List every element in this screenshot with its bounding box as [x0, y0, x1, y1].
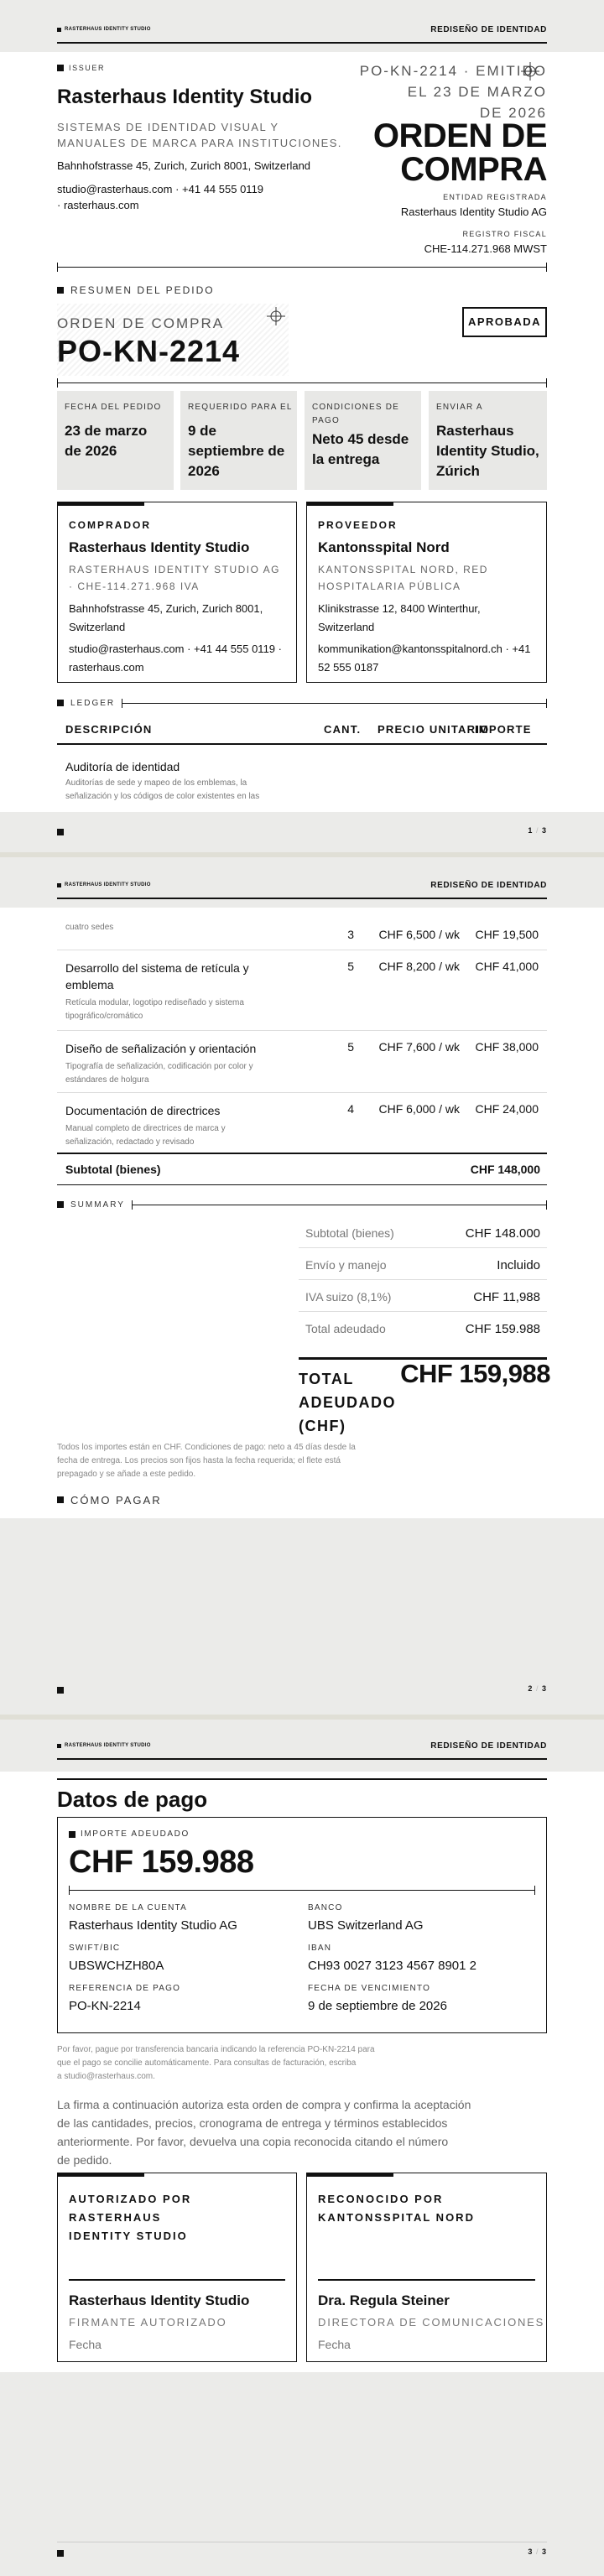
payment-title: Datos de pago	[57, 1787, 208, 1812]
page-header	[57, 877, 547, 899]
page-3	[0, 1772, 604, 2372]
payment-note: Por favor, pague por transferencia bancaria indicando la referencia PO-KN-2214 para que el pago se concilie automáticamente. Para consultas de facturación, escriba a studio@rasterhaus.com.	[57, 2045, 375, 2081]
issuer-website: · rasterhaus.com	[57, 199, 139, 211]
order-summary-section: RESUMEN DEL PEDIDO	[57, 284, 215, 297]
page-number: 3 / 3	[528, 2547, 547, 2556]
header-project: REDISEÑO DE IDENTIDAD	[430, 1741, 547, 1751]
card-tab	[306, 502, 393, 506]
subtotal-value: CHF 148,000	[470, 1163, 540, 1176]
issuer-section-label: ISSUER	[57, 64, 105, 72]
fact-order-date: FECHA DEL PEDIDO 23 de marzo de 2026	[57, 391, 174, 490]
card-tab	[57, 502, 144, 506]
subtotal-label: Subtotal (bienes)	[65, 1163, 161, 1176]
page-number: 2 / 3	[528, 1684, 547, 1693]
section-square-icon	[57, 1201, 64, 1208]
divider-tick	[546, 378, 547, 388]
iban-label: IBAN	[308, 1944, 332, 1953]
summary-section: SUMMARY	[57, 1198, 547, 1211]
ledger-table-header: DESCRIPCIÓN CANT. PRECIO UNITARIO IMPORTE	[57, 723, 547, 745]
brand-square-icon	[57, 28, 61, 32]
page-3-bottom-margin	[0, 2372, 604, 2576]
issuer-name: Rasterhaus Identity Studio	[57, 86, 313, 108]
card-tab	[306, 2173, 393, 2177]
registration-mark-icon	[521, 62, 539, 81]
page-number: 1 / 3	[528, 826, 547, 835]
header-divider	[57, 267, 547, 268]
grand-total-label: TOTAL ADEUDADO (CHF)	[299, 1371, 397, 1434]
issuer-contact: studio@rasterhaus.com · +41 44 555 0119	[57, 183, 264, 195]
divider-tick	[57, 378, 58, 388]
page-footer	[57, 1684, 547, 1700]
divider-tick	[57, 263, 58, 272]
tax-label: REGISTRO FISCAL	[462, 230, 547, 238]
card-tab	[57, 2173, 144, 2177]
entity-label: ENTIDAD REGISTRADA	[443, 193, 547, 201]
reference-label: REFERENCIA DE PAGO	[69, 1984, 181, 1993]
payment-details-card	[57, 1817, 547, 2033]
page-footer	[57, 825, 547, 842]
totals-row: Subtotal (bienes) CHF 148.000	[299, 1218, 547, 1248]
header-brand: RASTERHAUS IDENTITY STUDIO	[57, 882, 151, 887]
fact-payment-terms: CONDICIONES DE PAGO Neto 45 desde la entrega	[305, 391, 421, 490]
order-number: PO-KN-2214	[57, 334, 241, 368]
issuer-tagline: SISTEMAS DE IDENTIDAD VISUAL Y MANUALES DE MARCA PARA INSTITUCIONES.	[57, 121, 342, 149]
brand-square-icon	[57, 1744, 61, 1748]
vendor-card: PROVEEDOR Kantonsspital Nord KANTONSSPITAL NORD, RED HOSPITALARIA PÚBLICA Klinikstrasse 12, 8400 Winterthur, Switzerland kommunikation@kantonsspitalnord.ch · +41 52 555 0187	[306, 502, 547, 683]
bank-value: UBS Switzerland AG	[308, 1918, 424, 1933]
page-header	[57, 1738, 547, 1760]
signature-block-vendor: RECONOCIDO POR KANTONSSPITAL NORD Dra. Regula Steiner DIRECTORA DE COMUNICACIONES Fecha	[306, 2173, 547, 2362]
footer-square-icon	[57, 1687, 64, 1694]
fact-required-date: REQUERIDO PARA EL 9 de septiembre de 2026	[180, 391, 297, 490]
document-reference: PO-KN-2214 · EMITIDO EL 23 DE MARZO DE 2026	[359, 63, 547, 121]
fact-ship-to: ENVIAR A Rasterhaus Identity Studio, Zúrich	[429, 391, 547, 490]
section-square-icon	[57, 700, 64, 706]
order-number-label: ORDEN DE COMPRA	[57, 315, 225, 331]
due-date-label: FECHA DE VENCIMIENTO	[308, 1984, 431, 1993]
entity-value: Rasterhaus Identity Studio AG	[400, 206, 547, 218]
footer-square-icon	[57, 829, 64, 835]
page-2	[0, 908, 604, 1518]
header-project: REDISEÑO DE IDENTIDAD	[430, 881, 547, 890]
footer-square-icon	[57, 2550, 64, 2557]
issuer-address: Bahnhofstrasse 45, Zurich, Zurich 8001, Switzerland	[57, 159, 311, 172]
page-footer	[57, 2547, 547, 2563]
grand-total-value: CHF 159,988	[400, 1359, 550, 1388]
signature-line[interactable]	[318, 2279, 535, 2281]
how-to-pay-section: CÓMO PAGAR	[57, 1493, 162, 1507]
account-name-label: NOMBRE DE LA CUENTA	[69, 1903, 187, 1912]
header-brand: RASTERHAUS IDENTITY STUDIO	[57, 1743, 151, 1748]
divider-tick	[546, 263, 547, 272]
totals-row: IVA suizo (8,1%) CHF 11,988	[299, 1282, 547, 1312]
bank-label: BANCO	[308, 1903, 343, 1912]
amount-due: CHF 159.988	[69, 1845, 254, 1880]
amount-due-label: IMPORTE ADEUDADO	[69, 1829, 190, 1839]
status-badge: APROBADA	[462, 307, 547, 337]
page-header	[57, 22, 547, 44]
signature-block-issuer: AUTORIZADO POR RASTERHAUS IDENTITY STUDIO Rasterhaus Identity Studio FIRMANTE AUTORIZADO Fecha	[57, 2173, 297, 2362]
ledger-section: LEDGER	[57, 696, 547, 710]
totals-row: Total adeudado CHF 159.988	[305, 1322, 540, 1336]
header-project: REDISEÑO DE IDENTIDAD	[430, 25, 547, 34]
registration-mark-icon	[267, 307, 285, 325]
ledger-continued: cuatro sedes 3 CHF 6,500 / wk CHF 19,500 Desarrollo del sistema de retícula y emblema Retícula modular, logotipo rediseñado y sistema tipográfico/cromático 5 CHF 8,200 / wk CHF 41,000 Diseño de señalización y orientación Tipografía de señalización, codificación por color y estándares de holgura 5 CHF 7,600 / wk CHF 38,000 Documentación de directrices Manual completo de directrices de marca y señalización, redactado y revisado 4 CHF 6,000 / wk CHF 24,000 Subtotal (bienes) CHF 148,000	[57, 908, 547, 1579]
document-title: ORDEN DE COMPRA	[372, 117, 547, 188]
buyer-card: COMPRADOR Rasterhaus Identity Studio RASTERHAUS IDENTITY STUDIO AG · CHE-114.271.968 IVA Bahnhofstrasse 45, Zurich, Zurich 8001, Switzerland studio@rasterhaus.com · +41 44 555 0119 · rasterhaus.com	[57, 502, 297, 683]
brand-square-icon	[57, 883, 61, 887]
due-date-value: 9 de septiembre de 2026	[308, 1999, 447, 2013]
table-row: Auditoría de identidad Auditorías de sede y mapeo de los emblemas, la señalización y los códigos de color existentes en las	[65, 760, 260, 801]
totals-note: Todos los importes están en CHF. Condiciones de pago: neto a 45 días desde la fecha de entrega. Los precios son fijos hasta la fecha requerida; el flete está prepagado y se añade a este pedido.	[57, 1443, 356, 1479]
page-1	[0, 52, 604, 812]
signature-line[interactable]	[69, 2279, 285, 2281]
section-square-icon	[57, 65, 64, 71]
totals-table	[299, 1218, 547, 1352]
swift-value: UBSWCHZH80A	[69, 1959, 164, 1973]
section-square-icon	[69, 1831, 76, 1838]
totals-row: Envío y manejo Incluido	[299, 1250, 547, 1280]
tax-value: CHE-114.271.968 MWST	[424, 242, 547, 255]
iban-value: CH93 0027 3123 4567 8901 2	[308, 1959, 477, 1973]
summary-divider	[57, 382, 547, 383]
header-brand: RASTERHAUS IDENTITY STUDIO	[57, 27, 151, 32]
section-square-icon	[57, 287, 64, 294]
reference-value: PO-KN-2214	[69, 1999, 141, 2013]
authorization-text: La firma a continuación autoriza esta orden de compra y confirma la aceptación de las cantidades, precios, cronograma de entrega y términos establecidos anteriormente. Por favor, devuelva una copia reconocida citando el número de pedido.	[57, 2098, 471, 2167]
account-name-value: Rasterhaus Identity Studio AG	[69, 1918, 237, 1933]
swift-label: SWIFT/BIC	[69, 1944, 121, 1953]
section-square-icon	[57, 1496, 64, 1503]
